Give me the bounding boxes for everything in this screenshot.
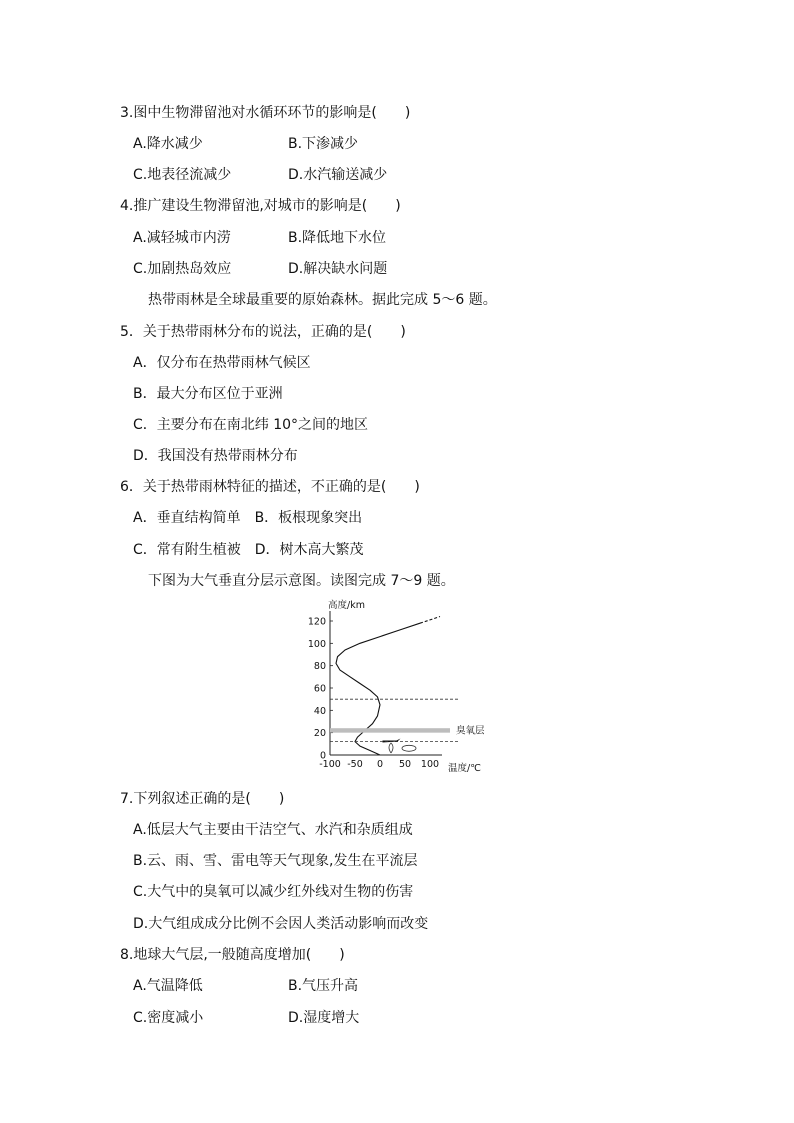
q4-option-b: B.降低地下水位 [288,230,387,246]
x-tick-label-0: -100 [319,759,341,770]
q6-options-cd: C．常有附生植被 D．树木高大繁茂 [133,542,364,558]
y-tick-label-6: 120 [307,616,326,628]
temperature-curve-dashed-tail-0 [420,617,440,624]
q3-option-c: C.地表径流减少 [133,167,232,183]
q3-option-b: B.下渗减少 [288,136,359,152]
q7-stem: 7.下列叙述正确的是( ) [120,791,285,807]
q4-stem: 4.推广建设生物滞留池,对城市的影响是( ) [120,198,401,214]
atmosphere-chart-svg [300,596,510,778]
q4-option-d: D.解决缺水问题 [288,261,388,277]
x-tick-label-4: 100 [420,759,440,770]
y-tick-label-5: 100 [307,638,326,650]
x-tick-label-2: 0 [376,759,384,770]
q7-option-b: B.云、雨、雪、雷电等天气现象,发生在平流层 [133,853,418,869]
x-tick-label-1: -50 [347,759,363,770]
ozone-layer-band [330,728,450,732]
q7-option-d: D.大气组成成分比例不会因人类活动影响而改变 [133,916,429,932]
q8-stem: 8.地球大气层,一般随高度增加( ) [120,947,345,963]
q7-option-a: A.低层大气主要由干洁空气、水汽和杂质组成 [133,822,413,838]
ozone-layer-label: 臭氧层 [456,725,485,737]
intro-7-9: 下图为大气垂直分层示意图。读图完成 7～9 题。 [148,573,455,589]
y-tick-label-2: 40 [313,705,326,717]
q8-option-b: B.气压升高 [288,978,359,994]
q8-option-a: A.气温降低 [133,978,203,994]
y-tick-label-1: 20 [313,728,326,740]
x-tick-label-3: 50 [398,759,412,770]
intro-5-6: 热带雨林是全球最重要的原始森林。据此完成 5～6 题。 [148,292,497,308]
q4-option-a: A.减轻城市内涝 [133,230,231,246]
atmosphere-layer-chart [300,596,510,778]
q8-option-c: C.密度减小 [133,1010,204,1026]
q5-option-d: D．我国没有热带雨林分布 [133,448,298,464]
y-tick-label-0: 0 [319,750,326,762]
q3-option-a: A.降水减少 [133,136,203,152]
y-tick-label-3: 60 [313,683,326,695]
convection-arrow-icon [389,743,393,753]
q3-option-d: D.水汽输送减少 [288,167,388,183]
q6-stem: 6．关于热带雨林特征的描述，不正确的是( ) [120,479,420,495]
cloud-icon [402,745,416,751]
q3-stem: 3.图中生物滞留池对水循环环节的影响是( ) [120,105,411,121]
q5-stem: 5．关于热带雨林分布的说法，正确的是( ) [120,324,406,340]
q8-option-d: D.湿度增大 [288,1010,360,1026]
q5-option-c: C．主要分布在南北纬 10°之间的地区 [133,417,369,433]
y-tick-label-4: 80 [313,661,326,673]
temperature-curve-0 [336,623,420,755]
q6-options-ab: A．垂直结构简单 B．板根现象突出 [133,510,363,526]
q7-option-c: C.大气中的臭氧可以减少红外线对生物的伤害 [133,884,414,900]
q5-option-a: A．仅分布在热带雨林气候区 [133,355,311,371]
x-axis-label: 温度/℃ [448,763,481,774]
q4-option-c: C.加剧热岛效应 [133,261,232,277]
y-axis-label: 高度/km [328,600,365,611]
q5-option-b: B．最大分布区位于亚洲 [133,386,283,402]
